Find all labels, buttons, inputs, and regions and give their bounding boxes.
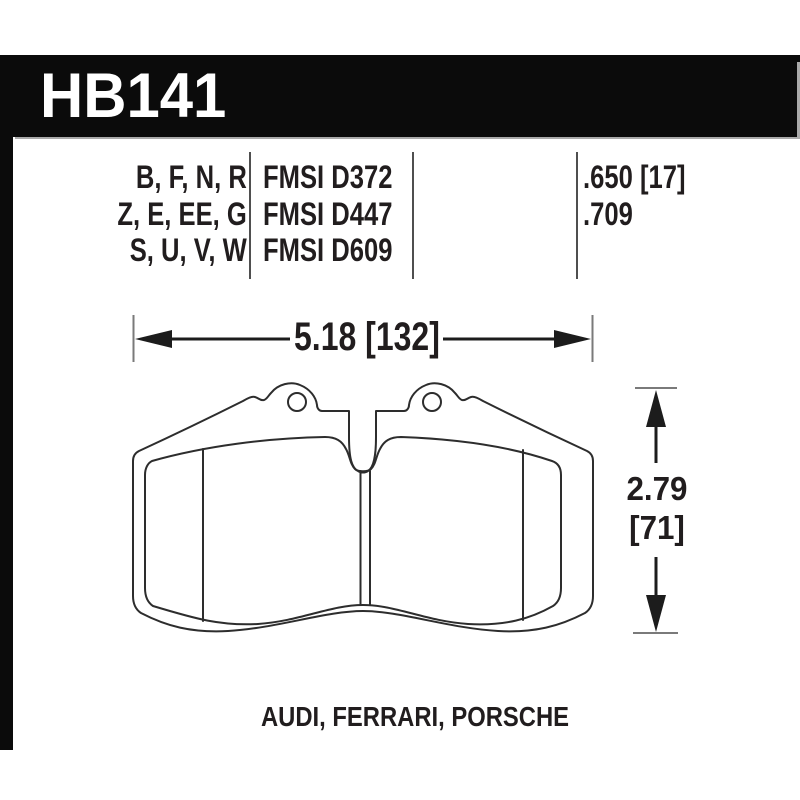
- table-divider-2: [412, 152, 414, 279]
- compound-row: B, F, N, R: [136, 159, 247, 195]
- part-number-label: HB141: [40, 61, 227, 131]
- table-divider-3: [576, 152, 578, 279]
- compound-row: Z, E, EE, G: [117, 195, 247, 232]
- height-arrowhead-down: [646, 595, 666, 632]
- fmsi-row: FMSI D372: [263, 159, 393, 195]
- vehicle-applications-label: AUDI, FERRARI, PORSCHE: [260, 701, 570, 732]
- height-dimension-label-inches: 2.79: [626, 470, 688, 507]
- fmsi-numbers-column: [263, 159, 392, 269]
- width-arrowhead-left: [135, 330, 172, 348]
- width-arrowhead-right: [554, 330, 591, 348]
- mount-hole-right: [423, 393, 441, 411]
- header-shadow-bottom: [15, 137, 800, 139]
- width-dimension-label: 5.18 [132]: [294, 315, 440, 359]
- brake-pad-drawing: [100, 372, 605, 644]
- thickness-row: .709: [583, 195, 633, 232]
- height-dimension-label-mm: [71]: [629, 509, 685, 546]
- part-number-bar: [0, 55, 800, 137]
- pad-thickness-column: [583, 159, 685, 232]
- left-frame-strip: [0, 137, 13, 750]
- compound-row: S, U, V, W: [129, 232, 247, 269]
- thickness-row: .650 [17]: [583, 159, 686, 195]
- friction-pad-outline: [145, 437, 561, 624]
- table-divider-1: [249, 152, 251, 279]
- compound-codes-column: [118, 159, 247, 269]
- fmsi-row: FMSI D447: [263, 195, 393, 232]
- fmsi-row: FMSI D609: [263, 232, 393, 269]
- height-arrowhead-up: [646, 390, 666, 427]
- mount-hole-left: [288, 393, 306, 411]
